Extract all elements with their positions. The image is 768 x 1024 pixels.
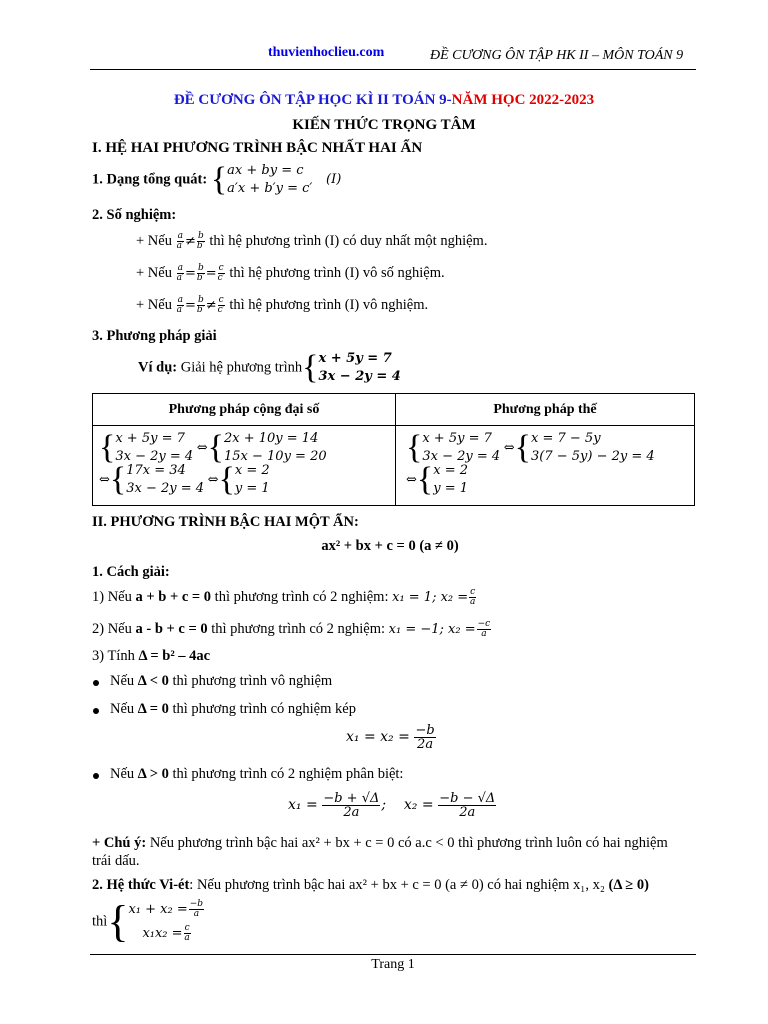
footer-rule <box>90 954 696 955</box>
header-doc-title: ĐỀ CƯƠNG ÔN TẬP HK II – MÔN TOÁN 9 <box>430 48 684 63</box>
table-cell-elimination: { x + 5y = 7 3x − 2y = 4 ⇔{ 2x + 10y = 14 15x − 10y = 20 ⇔{ 17x = 34 3x − 2y = 4 ⇔{ x = 2 y = 1 <box>93 426 396 506</box>
general-tag: (I) <box>326 172 342 188</box>
general-form-label: 1. Dạng tổng quát: <box>92 171 208 188</box>
section1-heading: I. HỆ HAI PHƯƠNG TRÌNH BẬC NHẤT HAI ẨN <box>92 140 423 156</box>
table-cell-substitution: { x + 5y = 7 3x − 2y = 4 ⇔{ x = 7 − 5y 3(7 − 5y) − 2y = 4 ⇔{ x = 2 y = 1 <box>396 426 695 506</box>
solve-label: 1. Cách giải: <box>92 564 170 580</box>
table-header-elimination: Phương pháp cộng đại số <box>93 394 396 426</box>
general-eq1: ax + by = c <box>227 163 304 178</box>
bullet-icon <box>93 773 99 779</box>
rule1: 1) Nếu a + b + c = 0 thì phương trình có 2 nghiệm: x₁ = 1; x₂ = $\frac{c}{a}$ <box>92 587 476 607</box>
title-blue: ĐỀ CƯƠNG ÔN TẬP HỌC KÌ II TOÁN 9- <box>173 92 452 108</box>
general-form: 1. Dạng tổng quát: { ax + by = c a′x + b′y = c′ (I) <box>92 161 342 198</box>
case-delta-negative: Nếu Δ < 0 thì phương trình vô nghiệm <box>110 673 333 689</box>
vieta-system: thì{ x₁ + x₂ = $\frac{-b}{a}$ x₁x₂ = $\frac{c}{a}$ <box>92 897 204 946</box>
header-rule <box>90 69 696 70</box>
method-label: 3. Phương pháp giải <box>92 328 217 344</box>
example: Ví dụ: Giải hệ phương trình{ x + 5y = 7 3x − 2y = 4 <box>138 349 401 386</box>
double-root-formula: x₁ = x₂ = $\frac{-b}{2a}$ <box>346 723 435 752</box>
roots-case1: + Nếu $\frac{a}{a'}$ ≠ $\frac{b}{b'}$ thì hệ phương trình (I) có duy nhất một nghiệm. <box>136 231 488 251</box>
quadratic-equation: ax² + bx + c = 0 (a ≠ 0) <box>321 538 459 554</box>
page-number: Trang 1 <box>371 957 415 972</box>
rule3: 3) Tính Δ = b² – 4ac <box>92 648 211 664</box>
title-red: NĂM HỌC 2022-2023 <box>451 92 595 108</box>
bullet-icon <box>93 680 99 686</box>
roots-case2: + Nếu $\frac{a}{a'}$ = $\frac{b}{b'}$ = $\frac{c}{c'}$ thì hệ phương trình (I) vô số nghiệm. <box>136 263 445 283</box>
roots-label: 2. Số nghiệm: <box>92 207 177 223</box>
roots-case3: + Nếu $\frac{a}{a'}$ = $\frac{b}{b'}$ ≠ $\frac{c}{c'}$ thì hệ phương trình (I) vô nghiệm. <box>136 295 429 315</box>
table-header-substitution: Phương pháp thế <box>396 394 695 426</box>
page-title <box>0 92 768 109</box>
example-eq1: x + 5y = 7 <box>318 351 392 366</box>
note-line2: trái dấu. <box>92 853 140 869</box>
case-delta-zero: Nếu Δ = 0 thì phương trình có nghiệm kép <box>110 701 356 717</box>
vieta-line: 2. Hệ thức Vi-ét: Nếu phương trình bậc hai ax² + bx + c = 0 (a ≠ 0) có hai nghiệm x₁, x₂ (Δ ≥ 0) <box>92 877 649 893</box>
note: + Chú ý: Nếu phương trình bậc hai ax² + bx + c = 0 có a.c < 0 thì phương trình luôn có hai nghiệm <box>92 835 668 851</box>
case-delta-positive: Nếu Δ > 0 thì phương trình có 2 nghiệm phân biệt: <box>110 766 404 782</box>
section2-heading: II. PHƯƠNG TRÌNH BẬC HAI MỘT ẨN: <box>92 514 359 530</box>
example-eq2: 3x − 2y = 4 <box>318 369 401 384</box>
general-eq2: a′x + b′y = c′ <box>227 181 313 196</box>
page-subtitle: KIẾN THỨC TRỌNG TÂM <box>292 117 476 133</box>
methods-table <box>92 393 695 506</box>
rule2: 2) Nếu a - b + c = 0 thì phương trình có 2 nghiệm: x₁ = −1; x₂ = $\frac{-c}{a}$ <box>92 619 491 639</box>
bullet-icon <box>93 708 99 714</box>
site-link[interactable]: thuvienhoclieu.com <box>268 45 385 60</box>
two-roots-formula: x₁ = $\frac{-b + √\Delta}{2a}$ ; x₂ = $\frac{-b - √\Delta}{2a}$ <box>288 791 496 820</box>
